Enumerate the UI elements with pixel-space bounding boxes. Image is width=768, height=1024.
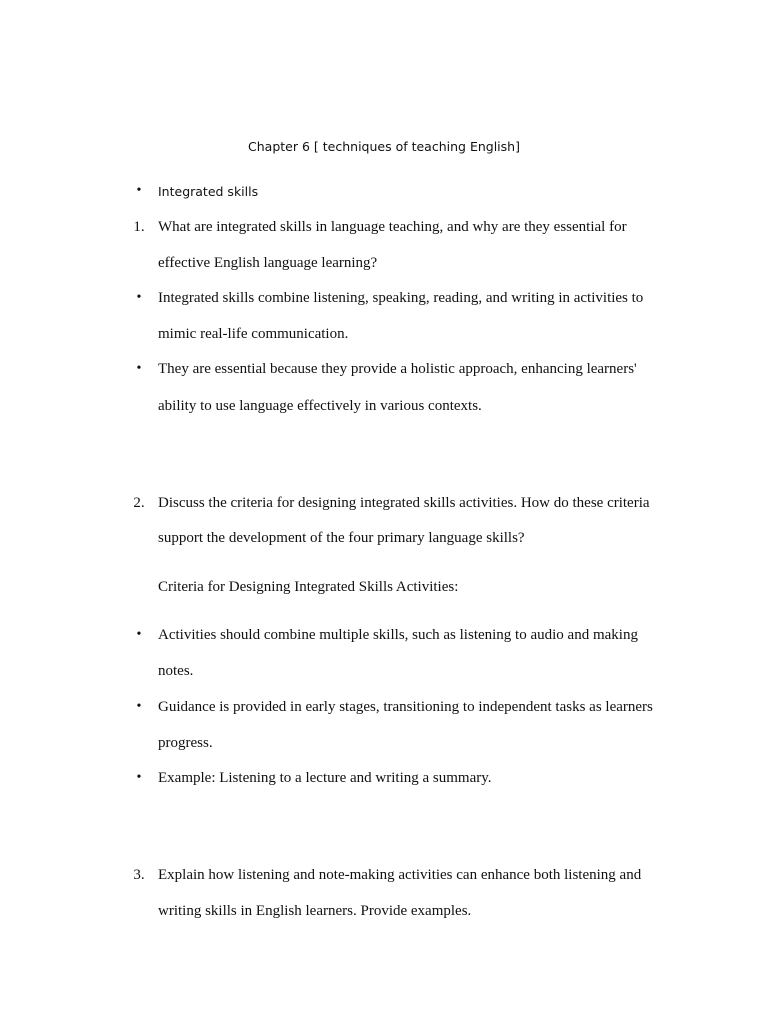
answer-2-1-line-2: notes.: [158, 663, 194, 679]
question-2-line-1: Discuss the criteria for designing integrated skills activities. How do these criteria: [158, 495, 650, 511]
answer-1-2-line-2: ability to use language effectively in various contexts.: [158, 398, 482, 414]
question-number: 2.: [133, 495, 145, 511]
question-2-line-2: support the development of the four primary language skills?: [158, 530, 525, 546]
question-1-line-1: What are integrated skills in language teaching, and why are they essential for: [158, 219, 627, 235]
bullet-icon: •: [136, 699, 142, 714]
question-1-line-2: effective English language learning?: [158, 255, 378, 271]
answer-2-3-line-1: Example: Listening to a lecture and writing a summary.: [158, 770, 492, 786]
section-label: Integrated skills: [158, 184, 259, 199]
answer-2-2-line-2: progress.: [158, 735, 213, 751]
answer-2-2-line-1: Guidance is provided in early stages, transitioning to independent tasks as learners: [158, 699, 653, 715]
question-3-line-2: writing skills in English learners. Provide examples.: [158, 903, 472, 919]
bullet-icon: •: [136, 361, 142, 376]
answer-1-2-line-1: They are essential because they provide a holistic approach, enhancing learners': [158, 361, 637, 377]
question-number: 3.: [133, 867, 145, 883]
bullet-icon: •: [136, 770, 142, 785]
criteria-heading: Criteria for Designing Integrated Skills Activities:: [158, 579, 459, 595]
answer-1-1-line-2: mimic real-life communication.: [158, 326, 349, 342]
question-number: 1.: [133, 219, 145, 235]
bullet-icon: •: [136, 627, 142, 642]
answer-2-1-line-1: Activities should combine multiple skills, such as listening to audio and making: [158, 627, 638, 643]
bullet-icon: •: [136, 290, 142, 305]
bullet-icon: •: [136, 183, 142, 198]
answer-1-1-line-1: Integrated skills combine listening, speaking, reading, and writing in activities to: [158, 290, 644, 306]
page-title: Chapter 6 [ techniques of teaching English]: [248, 139, 520, 154]
question-3-line-1: Explain how listening and note-making activities can enhance both listening and: [158, 867, 642, 883]
